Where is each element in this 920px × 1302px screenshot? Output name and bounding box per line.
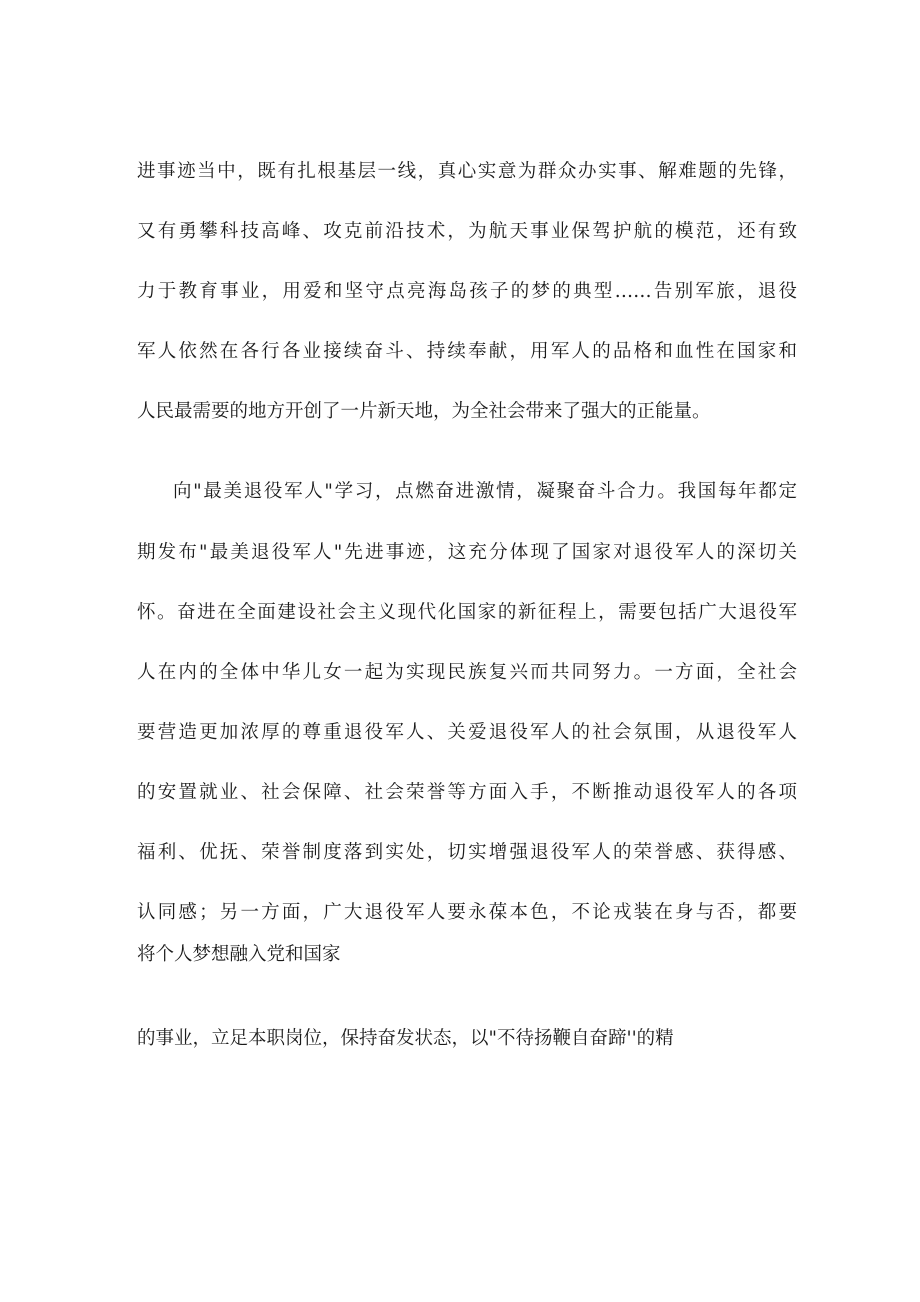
text-line: 的事业，立足本职岗位，保持奋发状态，以"不待扬鞭自奋蹄''的精: [137, 1028, 674, 1049]
text-line: 怀。奋进在全面建设社会主义现代化国家的新征程上，需要包括广大退役军: [137, 602, 797, 623]
text-line: 认同感；另一方面，广大退役军人要永葆本色，不论戎装在身与否，都要: [137, 902, 797, 923]
text-line: 福利、优抚、荣誉制度落到实处，切实增强退役军人的荣誉感、获得感、: [137, 842, 797, 863]
text-line: 又有勇攀科技高峰、攻克前沿技术，为航天事业保驾护航的模范，还有致: [137, 221, 797, 242]
text-line: 的安置就业、社会保障、社会荣誉等方面入手，不断推动退役军人的各项: [137, 782, 797, 803]
text-line: 人在内的全体中华儿女一起为实现民族复兴而共同努力。一方面，全社会: [137, 662, 797, 683]
text-line: 期发布"最美退役军人"先进事迹，这充分体现了国家对退役军人的深切关: [137, 542, 797, 563]
text-line: 力于教育事业，用爱和坚守点亮海岛孩子的梦的典型……告别军旅，退役: [137, 281, 797, 302]
text-line: 军人依然在各行各业接续奋斗、持续奉献，用军人的品格和血性在国家和: [137, 341, 797, 362]
text-line: 人民最需要的地方开创了一片新天地，为全社会带来了强大的正能量。: [137, 401, 711, 422]
text-line: 将个人梦想融入党和国家: [137, 944, 341, 965]
text-line: 要营造更加浓厚的尊重退役军人、关爱退役军人的社会氛围，从退役军人: [137, 722, 797, 743]
text-line: 向"最美退役军人"学习，点燃奋进激情，凝聚奋斗合力。我国每年都定: [173, 481, 797, 502]
text-line: 进事迹当中，既有扎根基层一线，真心实意为群众办实事、解难题的先锋，: [137, 161, 797, 182]
